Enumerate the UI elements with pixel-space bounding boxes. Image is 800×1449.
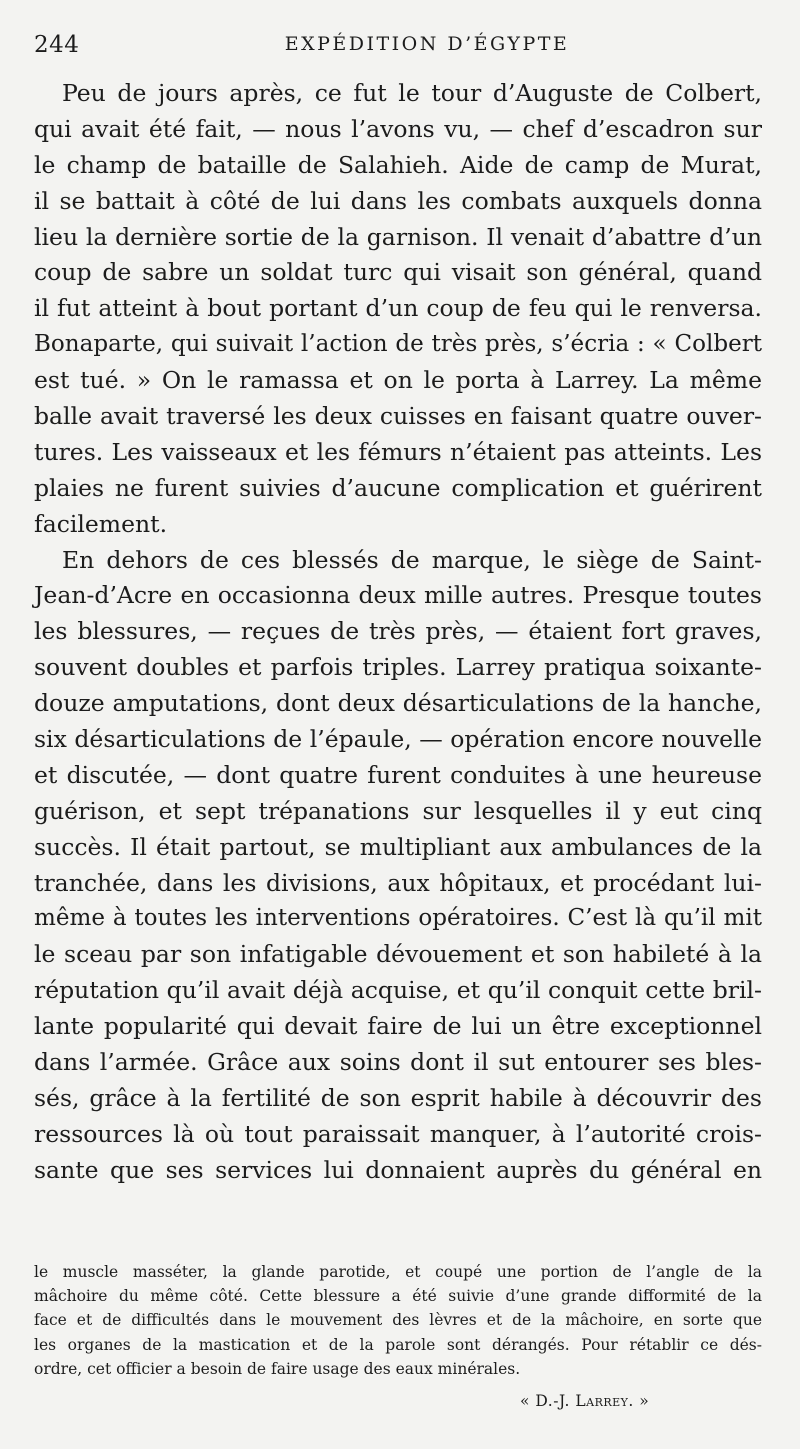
text-line: Jean-d’Acre en occasionna deux mille autres. Presque toutes (34, 581, 762, 610)
footnote-line: le muscle masséter, la glande parotide, et coupé une portion de l’angle de la (34, 1263, 762, 1281)
text-line: Peu de jours après, ce fut le tour d’Auguste de Colbert, (62, 79, 762, 107)
footnote-line: mâchoire du même côté. Cette blessure a été suivie d’une grande difformité de la (34, 1287, 762, 1306)
text-line: sés, grâce à la fertilité de son esprit habile à découvrir des (34, 1083, 762, 1112)
text-line: Bonaparte, qui suivait l’action de très près, s’écria : « Colbert (34, 331, 762, 358)
signature-name: Larrey (575, 1392, 629, 1410)
text-line: ressources là où tout paraissait manquer, à l’autorité crois- (34, 1119, 762, 1148)
text-line: tranchée, dans les divisions, aux hôpitaux, et procédant lui- (34, 868, 762, 897)
text-line: souvent doubles et parfois triples. Larrey pratiqua soixante- (34, 653, 762, 682)
page-number: 244 (34, 32, 80, 58)
text-line: coup de sabre un soldat turc qui visait son général, quand (34, 258, 762, 287)
text-line: plaies ne furent suivies d’aucune complication et guérirent (34, 473, 762, 502)
signature-open: « D.-J. (520, 1392, 576, 1410)
running-title: EXPÉDITION D’ÉGYPTE (284, 33, 570, 55)
text-line: sante que ses services lui donnaient auprès du général en (34, 1155, 762, 1184)
text-line: tures. Les vaisseaux et les fémurs n’étaient pas atteints. Les (34, 437, 762, 466)
footnote-line: face et de difficultés dans le mouvement des lèvres et de la mâchoire, en sorte que (34, 1311, 762, 1330)
text-line: et discutée, — dont quatre furent conduites à une heureuse (34, 760, 762, 789)
text-line: En dehors de ces blessés de marque, le siège de Saint- (62, 545, 762, 574)
footnote-line: ordre, cet officier a besoin de faire usage des eaux minérales. (34, 1359, 521, 1378)
main-text (34, 76, 762, 1189)
text-line: lieu la dernière sortie de la garnison. Il venait d’abattre d’un (34, 222, 762, 251)
text-line: six désarticulations de l’épaule, — opération encore nouvelle (34, 725, 762, 754)
text-line: le champ de bataille de Salahieh. Aide de camp de Murat, (34, 150, 762, 179)
footnote-line: les organes de la mastication et de la parole sont dérangés. Pour rétablir ce dés- (34, 1335, 762, 1354)
text-line: balle avait traversé les deux cuisses en faisant quatre ouver- (34, 402, 762, 431)
signature-close: . » (628, 1392, 650, 1410)
text-line: lante popularité qui devait faire de lui un être exceptionnel (34, 1012, 762, 1041)
text-line: il se battait à côté de lui dans les combats auxquels donna (34, 186, 762, 215)
text-line: les blessures, — reçues de très près, — étaient fort graves, (34, 617, 762, 646)
text-line: qui avait été fait, — nous l’avons vu, — chef d’escadron sur (34, 114, 762, 143)
page-header (34, 30, 762, 60)
text-line: facilement. (34, 509, 168, 538)
text-line: guérison, et sept trépanations sur lesquelles il y eut cinq (34, 796, 762, 825)
text-line: même à toutes les interventions opératoires. C’est là qu’il mit (34, 905, 762, 932)
footnote (34, 1260, 762, 1381)
footnote-signature (520, 1392, 649, 1410)
text-line: est tué. » On le ramassa et on le porta à Larrey. La même (34, 366, 762, 395)
text-line: douze amputations, dont deux désarticulations de la hanche, (34, 689, 762, 718)
text-line: réputation qu’il avait déjà acquise, et qu’il conquit cette bril- (34, 976, 762, 1005)
text-line: dans l’armée. Grâce aux soins dont il sut entourer ses bles- (34, 1048, 762, 1077)
text-line: le sceau par son infatigable dévouement et son habileté à la (34, 940, 762, 969)
text-line: succès. Il était partout, se multipliant aux ambulances de la (34, 832, 762, 861)
text-line: il fut atteint à bout portant d’un coup de feu qui le renversa. (34, 294, 762, 323)
